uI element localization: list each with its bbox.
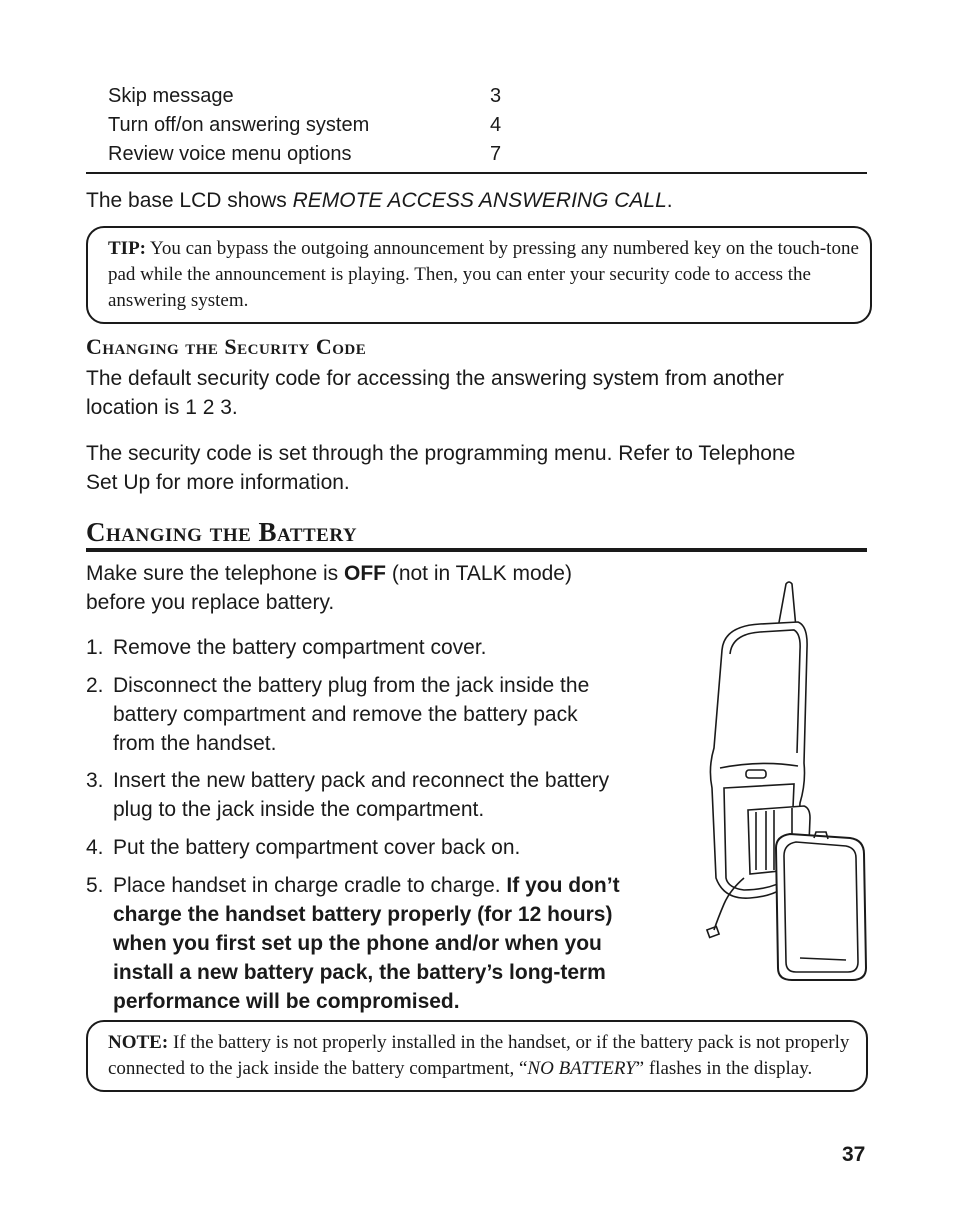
step-number: 2. bbox=[86, 674, 104, 697]
step-2 bbox=[86, 671, 589, 758]
intro-text: (not in TALK mode) bbox=[386, 562, 572, 585]
step-warning: when you first set up the phone and/or when you bbox=[113, 932, 602, 955]
tip-text: You can bypass the outgoing announcement by pressing any numbered key on the touch-tone pad while the announcement is playing. Then, you can enter your security code to access the answering system. bbox=[108, 238, 859, 311]
command-key: 4 bbox=[490, 114, 502, 136]
command-row bbox=[108, 84, 508, 108]
command-key: 7 bbox=[490, 143, 502, 165]
step-text: Put the battery compartment cover back on. bbox=[113, 836, 521, 859]
note-italic: NO BATTERY bbox=[527, 1058, 636, 1079]
intro-off: OFF bbox=[344, 562, 386, 585]
step-lead: Place handset in charge cradle to charge. bbox=[113, 874, 507, 897]
step-1 bbox=[86, 633, 487, 662]
intro-text: before you replace battery. bbox=[86, 591, 335, 614]
step-number: 3. bbox=[86, 769, 104, 792]
step-text: Remove the battery compartment cover. bbox=[113, 636, 487, 659]
note-text: If the battery is not properly installed in the handset, or if the battery pack is not properly connected to the jack inside the battery compartment, “ bbox=[108, 1032, 850, 1079]
security-heading: Changing the Security Code bbox=[86, 334, 367, 359]
tip-box bbox=[86, 226, 872, 324]
command-label: Skip message bbox=[108, 85, 234, 107]
step-text bbox=[113, 671, 589, 758]
step-number: 5. bbox=[86, 874, 104, 897]
step-warning: charge the handset battery properly (for 12 hours) bbox=[113, 903, 613, 926]
step-warning: install a new battery pack, the battery’s long-term bbox=[113, 961, 606, 984]
table-divider bbox=[86, 172, 867, 174]
step-line: Insert the new battery pack and reconnect the battery bbox=[113, 769, 610, 792]
step-line: plug to the jack inside the compartment. bbox=[113, 798, 485, 821]
step-4 bbox=[86, 833, 520, 862]
command-label: Review voice menu options bbox=[108, 143, 352, 165]
battery-heading: Changing the Battery bbox=[86, 517, 358, 547]
battery-intro bbox=[86, 559, 572, 617]
step-warning: If you don’t bbox=[506, 874, 620, 897]
step-number: 1. bbox=[86, 636, 104, 659]
page-number: 37 bbox=[842, 1143, 866, 1166]
intro-text: Make sure the telephone is bbox=[86, 562, 344, 585]
step-text bbox=[113, 766, 609, 824]
step-line: battery compartment and remove the battery pack bbox=[113, 703, 578, 726]
step-line: from the handset. bbox=[113, 732, 277, 755]
tip-label: TIP: bbox=[108, 238, 146, 259]
step-line: Disconnect the battery plug from the jack inside the bbox=[113, 674, 590, 697]
step-5 bbox=[86, 871, 620, 1016]
command-label: Turn off/on answering system bbox=[108, 114, 370, 136]
security-paragraph-2: The security code is set through the programming menu. Refer to Telephone Set Up for more information. bbox=[86, 442, 796, 494]
lcd-value: REMOTE ACCESS ANSWERING CALL bbox=[292, 189, 667, 212]
handset-battery-illustration bbox=[700, 578, 870, 988]
command-key: 3 bbox=[490, 85, 502, 107]
security-paragraph-1: The default security code for accessing the answering system from another location is 1 2 3. bbox=[86, 367, 785, 419]
lcd-suffix: . bbox=[666, 189, 673, 212]
step-number: 4. bbox=[86, 836, 104, 859]
step-3 bbox=[86, 766, 609, 824]
battery-heading-rule bbox=[86, 548, 867, 552]
note-label: NOTE: bbox=[108, 1032, 169, 1053]
lcd-prefix: The base LCD shows bbox=[86, 189, 293, 212]
lcd-line bbox=[86, 186, 673, 215]
note-text: ” flashes in the display. bbox=[635, 1058, 813, 1079]
step-warning: performance will be compromised. bbox=[113, 990, 460, 1013]
step-text bbox=[113, 871, 620, 1016]
command-row bbox=[108, 113, 508, 137]
note-box bbox=[86, 1020, 868, 1092]
command-row bbox=[108, 142, 508, 166]
